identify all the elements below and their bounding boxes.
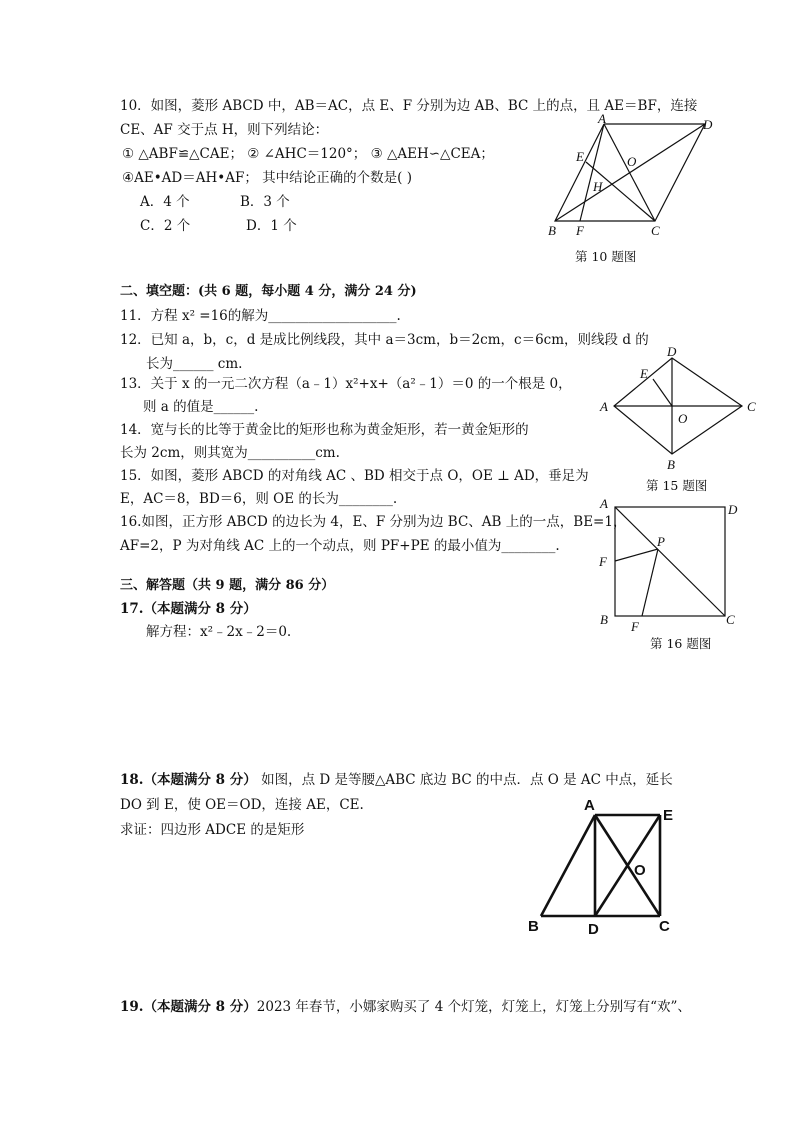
q15-label-b: B: [667, 457, 675, 472]
q10-stem-line1: 10．如图，菱形 ABCD 中，AB＝AC，点 E、F 分别为边 AB、BC 上的点，且 AE＝BF，连接: [120, 98, 698, 114]
q16-label-a: A: [600, 496, 608, 511]
q15-figure: [592, 345, 762, 475]
q15-label-a: A: [600, 399, 608, 414]
q14-text-line2: 长为 2cm，则其宽为__________cm.: [120, 445, 340, 461]
q15-label-o: O: [678, 411, 688, 426]
q10-option-d: D．1 个: [246, 218, 297, 234]
q10-label-o: O: [627, 154, 637, 169]
q16-figure: [590, 492, 750, 632]
q10-option-b: B．3 个: [240, 194, 290, 210]
q14-text-line1: 14．宽与长的比等于黄金比的矩形也称为黄金矩形，若一黄金矩形的: [120, 422, 529, 438]
q15-label-c: C: [747, 399, 756, 414]
q18-text-line2: DO 到 E，使 OE＝OD，连接 AE，CE.: [120, 797, 364, 813]
q10-figure: [540, 112, 730, 252]
q18-text-line1: 如图，点 D 是等腰△ABC 底边 BC 的中点．点 O 是 AC 中点，延长: [256, 772, 673, 788]
q16-label-d: D: [728, 502, 738, 517]
q16-label-e: F: [631, 619, 639, 632]
q17-title: 17.（本题满分 8 分）: [120, 601, 257, 617]
q10-stem-line4: ④AE•AD＝AH•AF； 其中结论正确的个数是( ): [122, 170, 412, 186]
q15-text-line2: E，AC＝8，BD＝6，则 OE 的长为________.: [120, 491, 398, 507]
q15-label-e: E: [640, 366, 648, 381]
q13-text-line1: 13．关于 x 的一元二次方程（a﹣1）x²+x+（a²﹣1）＝0 的一个根是 0，: [120, 376, 572, 392]
q16-text-line1: 16.如图，正方形 ABCD 的边长为 4，E、F 分别为边 BC、AB 上的一点，BE=1，: [120, 514, 627, 530]
q10-label-e: E: [576, 149, 584, 164]
q10-caption: 第 10 题图: [575, 249, 637, 264]
q10-label-d: D: [703, 117, 713, 132]
q12-text-line2: 长为______ cm.: [146, 356, 243, 372]
q18-line1: [120, 771, 673, 789]
q13-text-line2: 则 a 的值是______.: [143, 399, 259, 415]
q19-body: 2023 年春节，小娜家购买了 4 个灯笼，灯笼上，灯笼上分别写有“欢”、: [256, 999, 691, 1015]
q18-label-a: A: [584, 797, 595, 814]
q19-line: [120, 998, 691, 1016]
q12-text-line1: 12．已知 a，b，c，d 是成比例线段，其中 a＝3cm，b＝2cm，c＝6cm，则线段 d 的: [120, 332, 649, 348]
q16-label-f: F: [599, 554, 607, 569]
q18-label-c: C: [659, 918, 670, 935]
q18-label-d: D: [588, 921, 599, 938]
q15-caption: 第 15 题图: [646, 478, 708, 493]
q18-label-e: E: [663, 807, 674, 824]
q17-body: 解方程：x²﹣2x﹣2＝0.: [146, 624, 292, 640]
q18-label-o: O: [634, 862, 646, 879]
q10-label-c: C: [651, 223, 660, 238]
q18-title: 18.（本题满分 8 分）: [120, 772, 257, 788]
section2-heading: 二、填空题：(共 6 题，每小题 4 分，满分 24 分): [120, 284, 417, 299]
q10-option-a: A．4 个: [140, 194, 190, 210]
q10-label-f: F: [576, 223, 584, 238]
q16-label-b: B: [600, 612, 608, 627]
q18-figure: [520, 793, 690, 943]
q15-text-line1: 15．如图，菱形 ABCD 的对角线 AC 、BD 相交于点 O，OE ⊥ AD，垂足为: [120, 468, 589, 484]
q15-label-d: D: [667, 345, 677, 359]
q10-label-h: H: [593, 179, 603, 194]
section3-heading: 三、解答题（共 9 题，满分 86 分）: [120, 578, 335, 593]
q10-stem-line3: ① △ABF≌△CAE； ② ∠AHC＝120°； ③ △AEH∽△CEA；: [122, 146, 494, 162]
q16-label-p: P: [657, 534, 665, 549]
q19-title: 19.（本题满分 8 分）: [120, 999, 257, 1015]
q18-text-line3: 求证：四边形 ADCE 的是矩形: [120, 822, 305, 838]
q16-label-c: C: [726, 612, 735, 627]
q11-text: 11．方程 x² =16的解为___________________.: [120, 308, 401, 324]
q10-label-a: A: [598, 112, 606, 126]
q10-label-b: B: [548, 223, 556, 238]
q16-caption: 第 16 题图: [650, 636, 712, 651]
q18-label-b: B: [528, 918, 539, 935]
q16-text-line2: AF=2，P 为对角线 AC 上的一个动点，则 PF+PE 的最小值为________.: [120, 538, 560, 554]
q10-option-c: C．2 个: [140, 218, 191, 234]
q10-stem-line2: CE、AF 交于点 H，则下列结论：: [120, 122, 329, 138]
